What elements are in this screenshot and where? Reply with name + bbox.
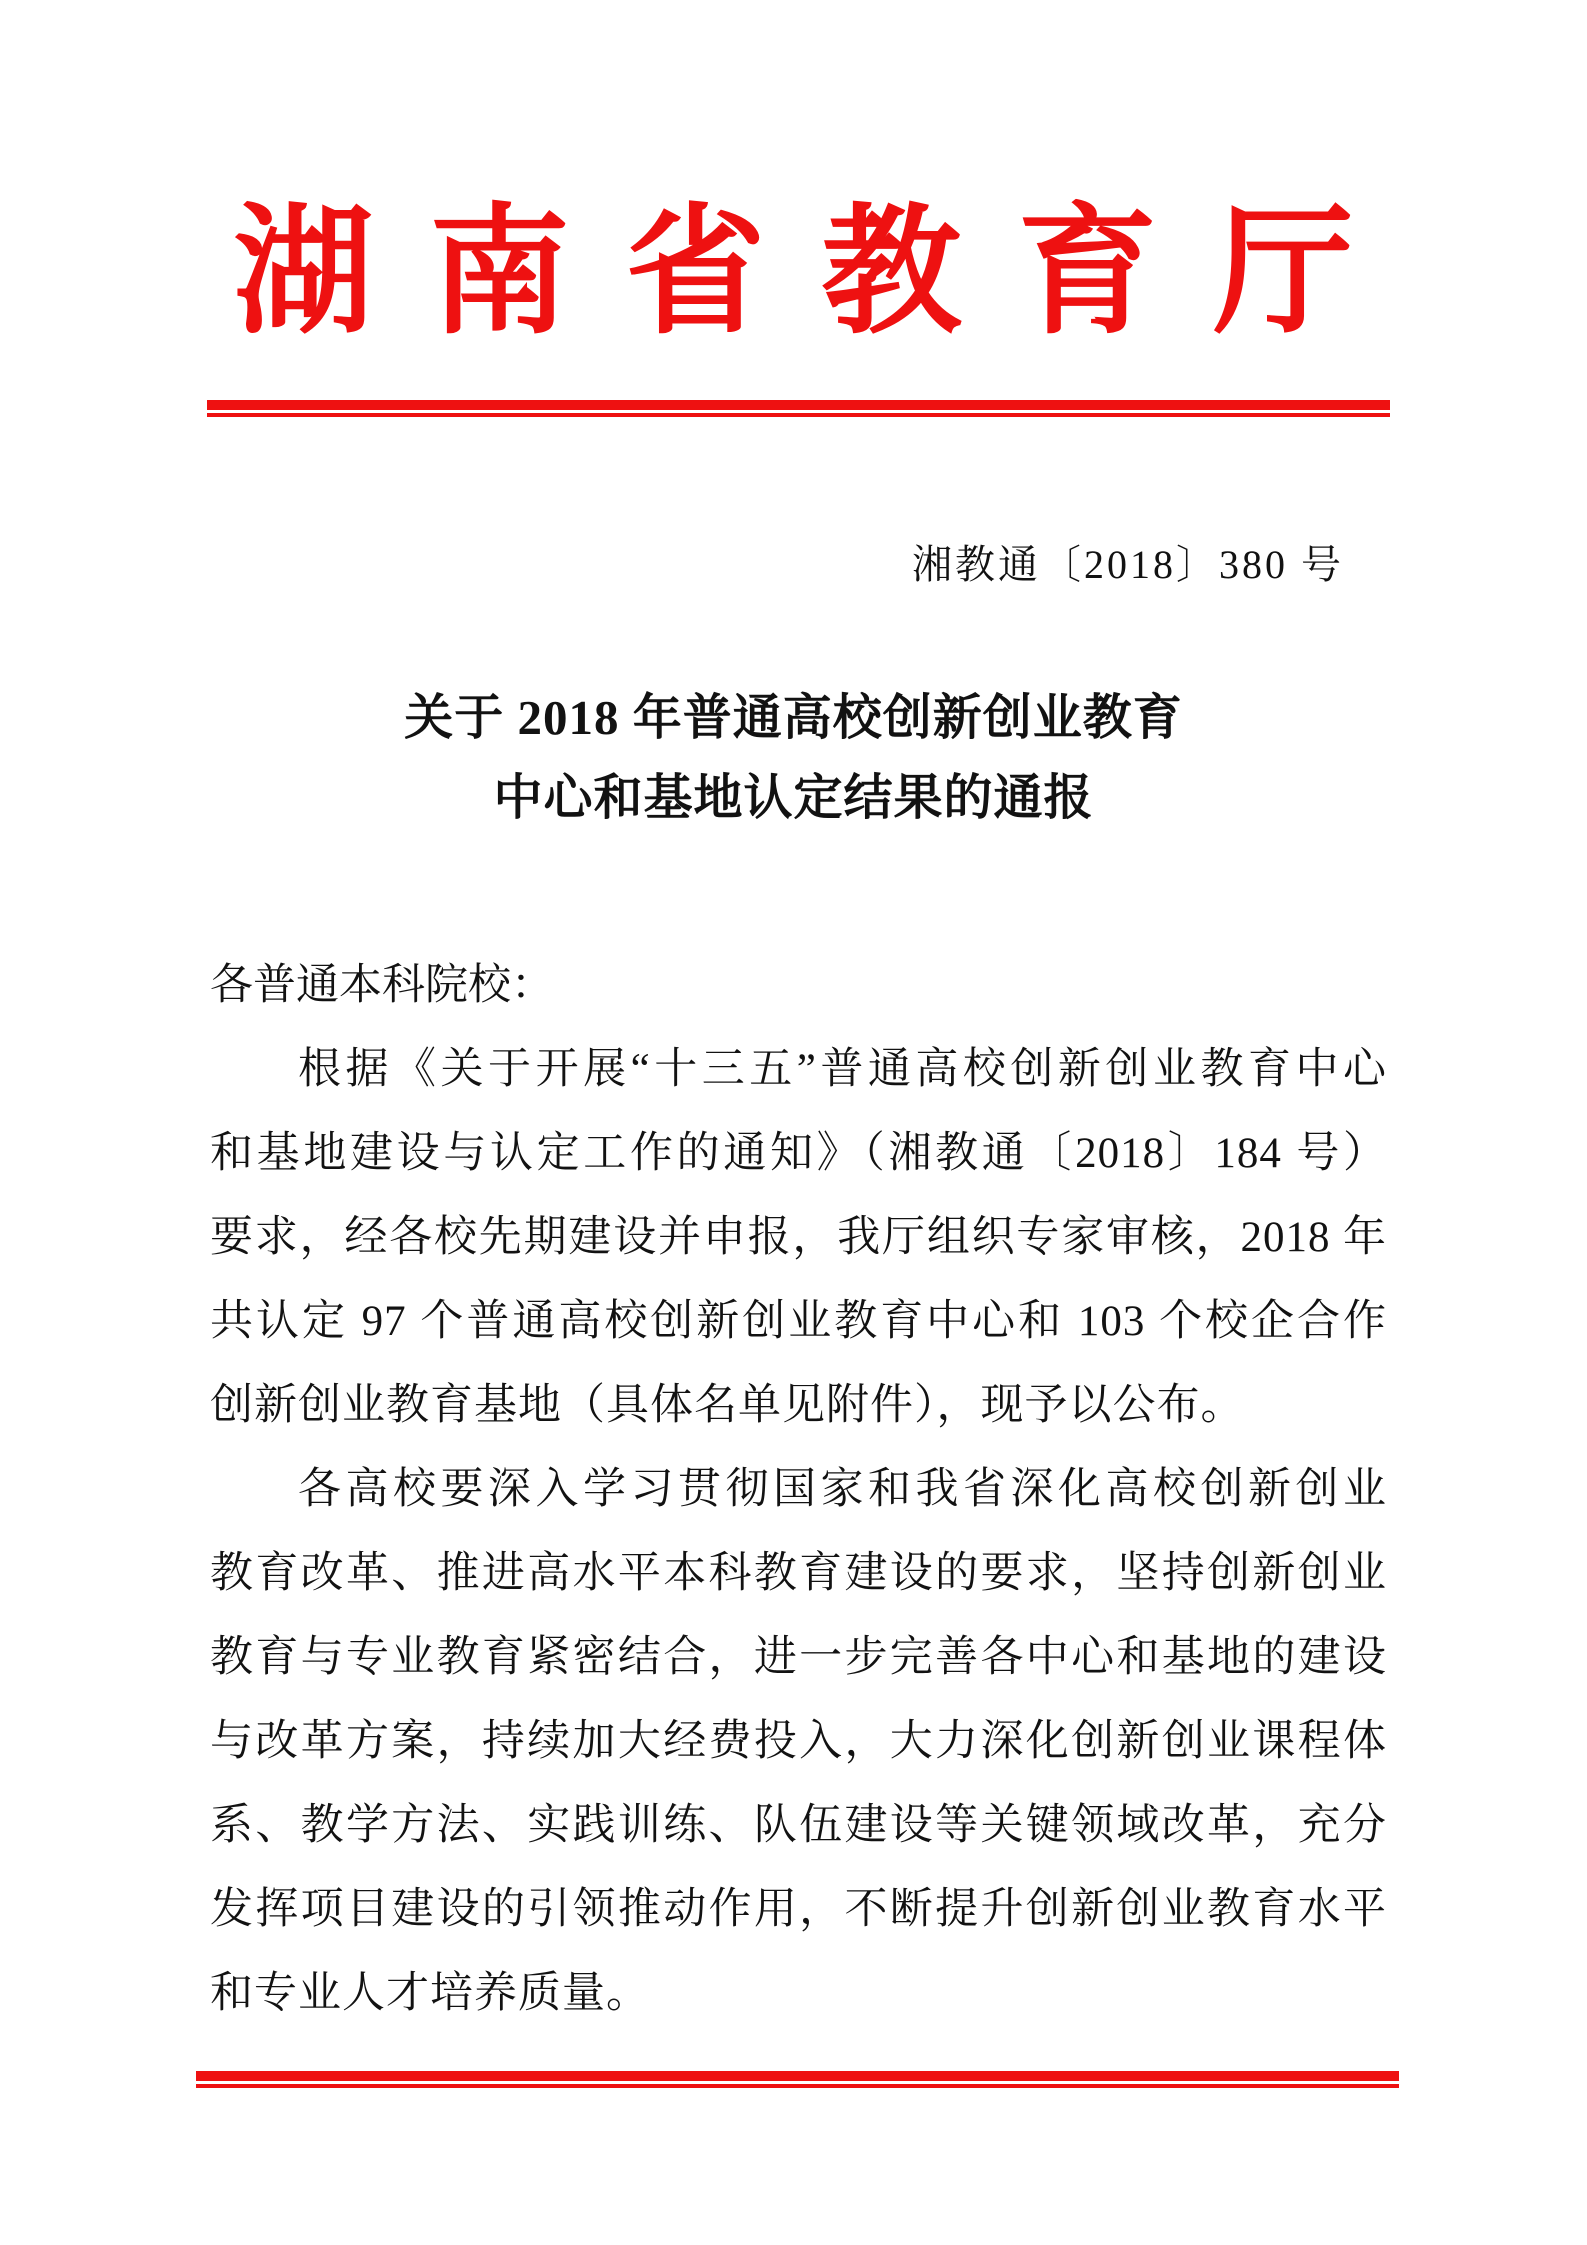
body-line: 教育改革、推进高水平本科教育建设的要求，坚持创新创业 xyxy=(210,1550,1387,1597)
salutation: 各普通本科院校： xyxy=(210,962,554,1009)
document-title-line-1: 关于 2018 年普通高校创新创业教育 xyxy=(404,690,1183,745)
paragraph-1 xyxy=(210,1028,1387,1448)
document-title xyxy=(0,678,1587,838)
body-line: 共认定 97 个普通高校创新创业教育中心和 103 个校企合作 xyxy=(210,1298,1387,1345)
document-number: 湘教通〔2018〕380 号 xyxy=(912,542,1344,587)
body-line: 和基地建设与认定工作的通知》（湘教通〔2018〕184 号） xyxy=(210,1130,1387,1177)
body-line: 根据《关于开展“十三五”普通高校创新创业教育中心 xyxy=(298,1046,1387,1093)
letterhead-divider-rule xyxy=(207,400,1390,417)
body-line: 要求，经各校先期建设并申报，我厅组织专家审核，2018 年 xyxy=(210,1214,1387,1261)
body-line: 与改革方案，持续加大经费投入，大力深化创新创业课程体 xyxy=(210,1718,1387,1765)
body-line: 系、教学方法、实践训练、队伍建设等关键领域改革，充分 xyxy=(210,1802,1387,1849)
body-line: 创新创业教育基地（具体名单见附件），现予以公布。 xyxy=(210,1382,1245,1429)
body-line: 各高校要深入学习贯彻国家和我省深化高校创新创业 xyxy=(298,1466,1387,1513)
paragraph-2 xyxy=(210,1448,1387,2036)
footer-divider-rule xyxy=(196,2071,1399,2088)
document-body xyxy=(210,944,1387,2036)
body-line: 教育与专业教育紧密结合，进一步完善各中心和基地的建设 xyxy=(210,1634,1387,1681)
body-line: 发挥项目建设的引领推动作用，不断提升创新创业教育水平 xyxy=(210,1886,1387,1933)
body-line: 和专业人才培养质量。 xyxy=(210,1970,650,2017)
agency-letterhead-title: 湖南省教育厅 xyxy=(233,196,1410,351)
document-title-line-2: 中心和基地认定结果的通报 xyxy=(493,770,1094,825)
